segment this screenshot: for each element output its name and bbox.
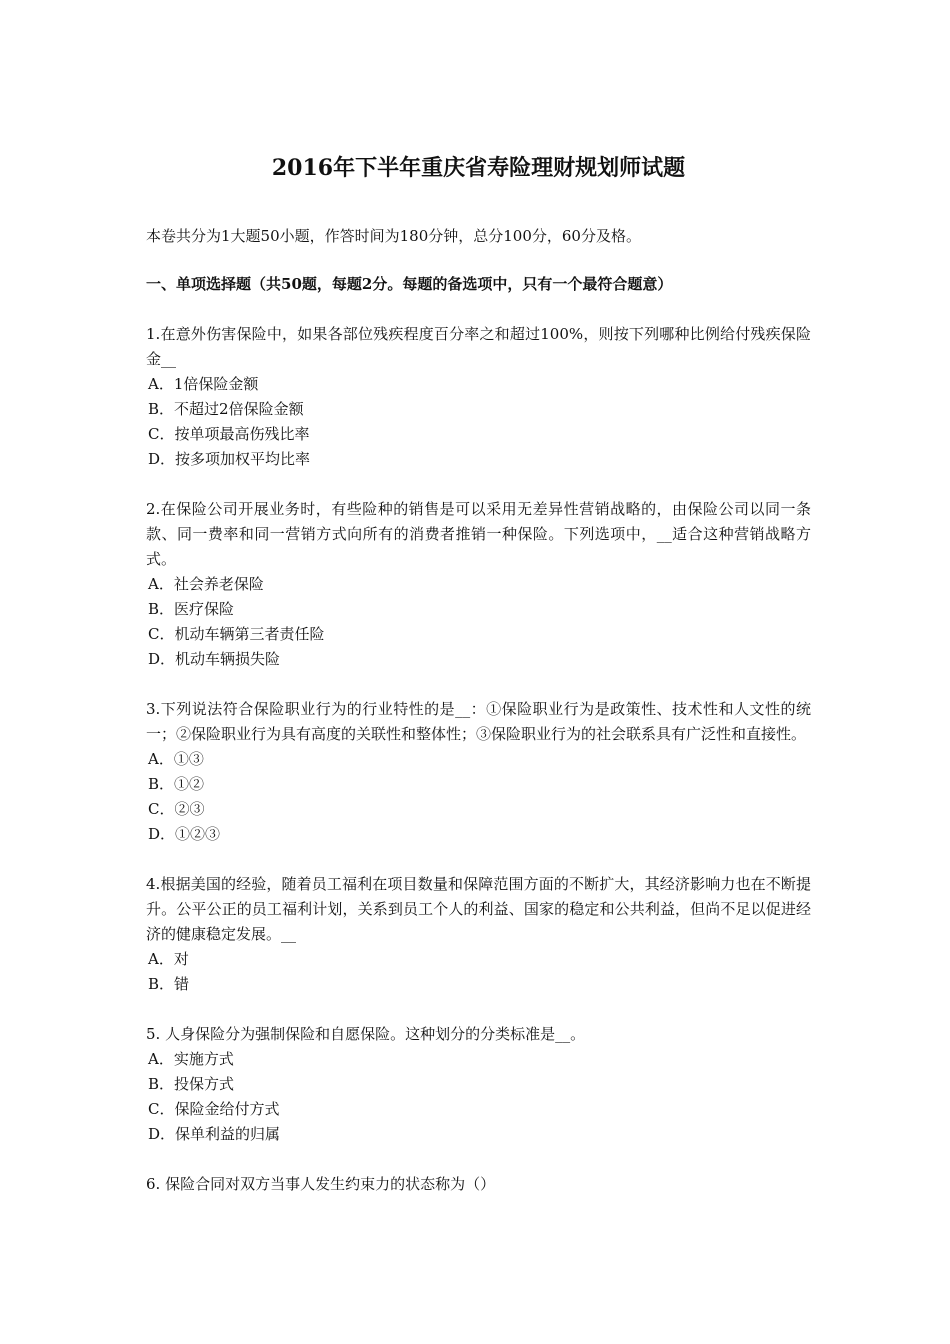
option-b: B．错 (148, 975, 190, 993)
option-c: C．按单项最高伤残比率 (148, 425, 310, 443)
question-2 (146, 497, 811, 672)
document-title: 2016年下半年重庆省寿险理财规划师试题 (271, 155, 686, 181)
option-list (146, 947, 811, 997)
option-list (146, 572, 811, 672)
option-list (146, 1047, 811, 1147)
question-text: 1.在意外伤害保险中，如果各部位残疾程度百分率之和超过100%，则按下列哪种比例给付残疾保险金__ (146, 325, 811, 368)
question-4 (146, 872, 811, 997)
question-list (146, 322, 811, 1222)
question-1 (146, 322, 811, 472)
option-c: C．机动车辆第三者责任险 (148, 625, 325, 643)
question-3 (146, 697, 811, 847)
option-a: A．对 (148, 950, 189, 968)
option-b: B．①② (148, 775, 205, 793)
option-a: A．1倍保险金额 (148, 375, 259, 393)
option-a: A．实施方式 (148, 1050, 234, 1068)
question-text: 2.在保险公司开展业务时，有些险种的销售是可以采用无差异性营销战略的，由保险公司以同一条款、同一费率和同一营销方式向所有的消费者推销一种保险。下列选项中，__适合这种营销战略方式。 (146, 500, 811, 568)
question-text: 5. 人身保险分为强制保险和自愿保险。这种划分的分类标准是__。 (146, 1025, 586, 1043)
exam-intro: 本卷共分为1大题50小题，作答时间为180分钟，总分100分，60分及格。 (146, 227, 641, 245)
question-6 (146, 1172, 811, 1197)
option-d: D．机动车辆损失险 (148, 650, 281, 668)
question-text: 6. 保险合同对双方当事人发生约束力的状态称为（） (146, 1175, 496, 1193)
option-b: B．投保方式 (148, 1075, 235, 1093)
question-text: 3.下列说法符合保险职业行为的行业特性的是__：①保险职业行为是政策性、技术性和人文性的统一；②保险职业行为具有高度的关联性和整体性；③保险职业行为的社会联系具有广泛性和直接性。 (146, 700, 811, 743)
option-c: C．②③ (148, 800, 205, 818)
option-d: D．①②③ (148, 825, 221, 843)
option-a: A．社会养老保险 (148, 575, 264, 593)
option-c: C．保险金给付方式 (148, 1100, 280, 1118)
option-b: B．医疗保险 (148, 600, 235, 618)
option-d: D．按多项加权平均比率 (148, 450, 311, 468)
section-heading: 一、单项选择题（共50题，每题2分。每题的备选项中，只有一个最符合题意） (146, 275, 673, 293)
option-list (146, 747, 811, 847)
question-text: 4.根据美国的经验，随着员工福利在项目数量和保障范围方面的不断扩大，其经济影响力也在不断提升。公平公正的员工福利计划，关系到员工个人的利益、国家的稳定和公共利益，但尚不足以促进经济的健康稳定发展。__ (146, 875, 811, 943)
option-a: A．①③ (148, 750, 204, 768)
question-5 (146, 1022, 811, 1147)
option-b: B．不超过2倍保险金额 (148, 400, 304, 418)
option-list (146, 372, 811, 472)
option-d: D．保单利益的归属 (148, 1125, 281, 1143)
